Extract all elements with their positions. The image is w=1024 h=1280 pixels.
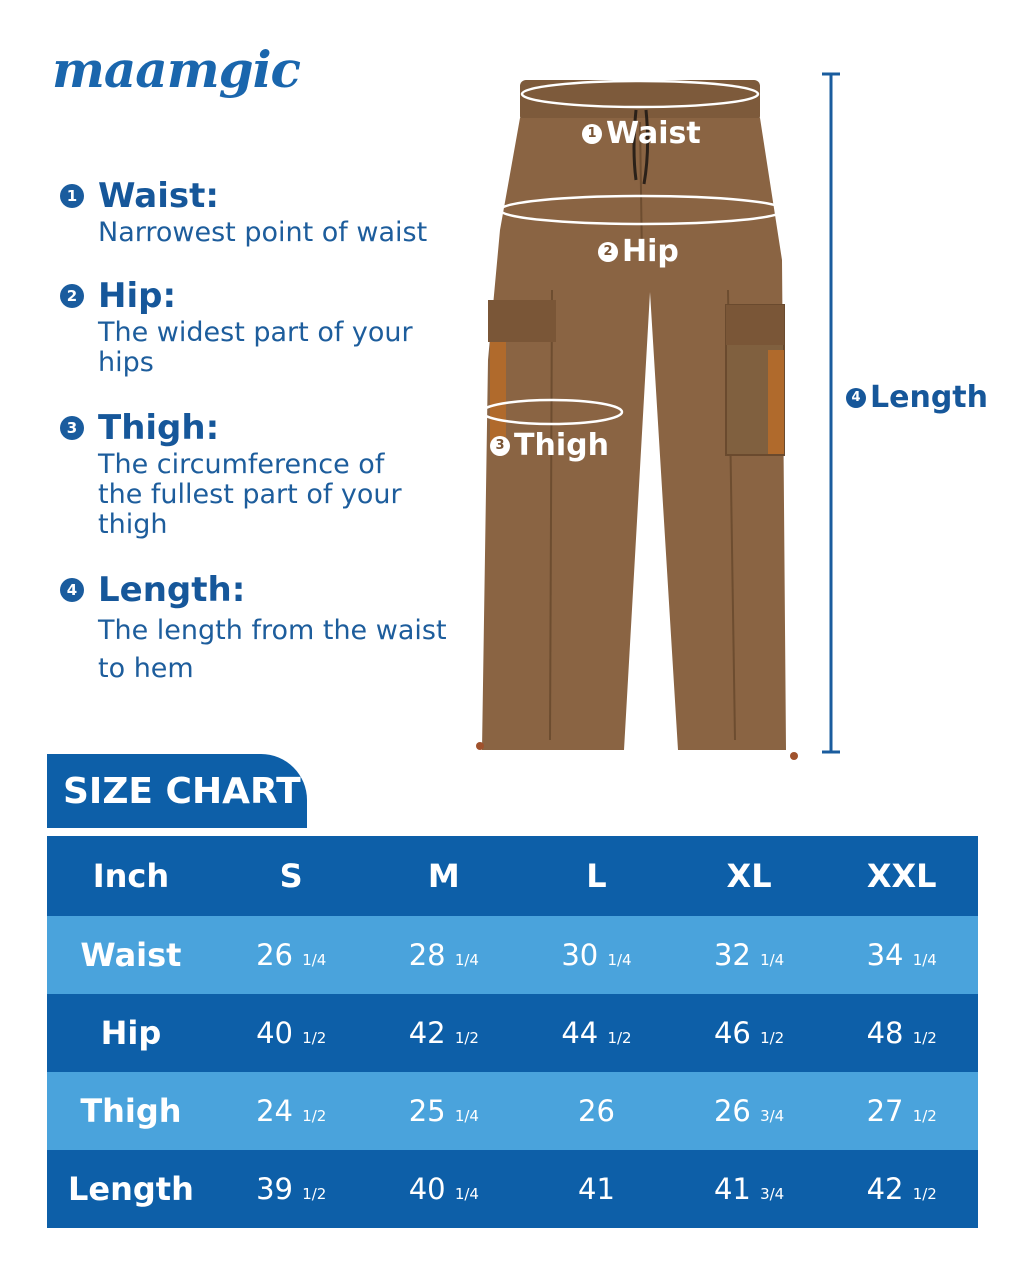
table-cell xyxy=(520,1094,673,1128)
value-whole: 42 xyxy=(866,1172,904,1206)
value-whole: 41 xyxy=(713,1172,751,1206)
pocket-flap xyxy=(726,305,784,345)
header-cell: XL xyxy=(726,857,772,895)
accent-strip-left xyxy=(490,342,506,442)
measure-title: Length: xyxy=(98,570,246,610)
table-cell xyxy=(520,1016,673,1050)
value-fraction: 1/2 xyxy=(302,1185,327,1203)
header-cell: S xyxy=(279,857,303,895)
value-fraction: 1/2 xyxy=(302,1107,327,1125)
length-ruler xyxy=(816,72,846,756)
hem-toggle xyxy=(790,752,798,760)
brand-logo: maamgic xyxy=(52,40,301,99)
value-fraction: 1/4 xyxy=(454,1107,479,1125)
table-cell xyxy=(673,1016,826,1050)
value-fraction: 1/2 xyxy=(607,1029,632,1047)
header-cell: XXL xyxy=(866,857,937,895)
measure-desc: The widest part of your hips xyxy=(98,317,413,378)
row-label: Waist xyxy=(80,936,182,974)
table-row xyxy=(47,994,978,1072)
table-cell xyxy=(215,1172,368,1206)
value-fraction: 3/4 xyxy=(760,1107,785,1125)
value-whole: 28 xyxy=(408,938,446,972)
table-cell xyxy=(520,1172,673,1206)
table-cell xyxy=(368,1016,521,1050)
header-cell: M xyxy=(427,857,460,895)
value-fraction: 1/4 xyxy=(760,951,785,969)
measure-desc: The length from the waist to hem xyxy=(98,615,447,684)
value-fraction: 1/2 xyxy=(302,1029,327,1047)
value-fraction: 1/2 xyxy=(760,1029,785,1047)
thigh-callout xyxy=(490,428,609,463)
header-cell: Inch xyxy=(92,857,170,895)
value-fraction: 1/4 xyxy=(302,951,327,969)
table-cell xyxy=(825,1094,978,1128)
value-fraction: 1/2 xyxy=(912,1029,937,1047)
value-whole: 26 xyxy=(578,1094,615,1128)
measure-waist xyxy=(60,176,480,248)
accent-strip-right xyxy=(768,350,784,454)
number-badge: 1 xyxy=(582,124,602,144)
table-row xyxy=(47,916,978,994)
number-badge: 3 xyxy=(60,416,84,440)
header-cell: L xyxy=(586,857,607,895)
hem-toggle xyxy=(476,742,484,750)
size-chart-title: SIZE CHART xyxy=(47,754,307,828)
table-cell xyxy=(368,1094,521,1128)
waist-callout xyxy=(582,116,701,151)
value-whole: 40 xyxy=(408,1172,446,1206)
measure-title: Waist: xyxy=(98,176,219,216)
table-cell xyxy=(673,938,826,972)
value-whole: 30 xyxy=(561,938,599,972)
value-whole: 48 xyxy=(866,1016,904,1050)
measure-desc: The circumference of the fullest part of your thigh xyxy=(98,449,402,540)
table-cell xyxy=(825,938,978,972)
measure-thigh xyxy=(60,408,480,540)
table-cell xyxy=(368,1172,521,1206)
callout-label: Length xyxy=(870,380,988,415)
number-badge: 3 xyxy=(490,436,510,456)
table-cell xyxy=(825,1172,978,1206)
row-label: Length xyxy=(68,1170,194,1208)
value-fraction: 1/2 xyxy=(912,1107,937,1125)
value-whole: 39 xyxy=(256,1172,293,1206)
number-badge: 1 xyxy=(60,184,84,208)
table-cell xyxy=(825,1016,978,1050)
cargo-pocket-left xyxy=(488,300,556,342)
measure-hip xyxy=(60,276,480,378)
table-cell xyxy=(215,1016,368,1050)
callout-label: Thigh xyxy=(514,428,609,463)
value-fraction: 1/4 xyxy=(454,951,479,969)
value-whole: 34 xyxy=(866,938,904,972)
value-whole: 40 xyxy=(256,1016,293,1050)
value-whole: 32 xyxy=(713,938,751,972)
table-cell xyxy=(673,1094,826,1128)
table-cell xyxy=(215,1094,368,1128)
measure-length xyxy=(60,570,480,688)
table-row xyxy=(47,1150,978,1228)
value-fraction: 1/2 xyxy=(912,1185,937,1203)
value-whole: 44 xyxy=(561,1016,599,1050)
value-whole: 42 xyxy=(408,1016,446,1050)
hip-callout xyxy=(598,234,679,269)
value-whole: 25 xyxy=(408,1094,446,1128)
table-header-row xyxy=(47,836,978,916)
measure-title: Hip: xyxy=(98,276,177,316)
table-cell xyxy=(673,1172,826,1206)
length-callout xyxy=(846,380,988,415)
value-fraction: 1/2 xyxy=(454,1029,479,1047)
measure-title: Thigh: xyxy=(98,408,220,448)
callout-label: Waist xyxy=(606,116,701,151)
value-whole: 24 xyxy=(256,1094,293,1128)
size-chart-table xyxy=(47,836,978,1228)
number-badge: 2 xyxy=(598,242,618,262)
value-whole: 41 xyxy=(578,1172,615,1206)
callout-label: Hip xyxy=(622,234,679,269)
number-badge: 4 xyxy=(846,388,866,408)
table-cell xyxy=(215,938,368,972)
number-badge: 2 xyxy=(60,284,84,308)
value-fraction: 1/4 xyxy=(912,951,937,969)
value-whole: 26 xyxy=(256,938,293,972)
row-label: Hip xyxy=(100,1014,162,1052)
value-fraction: 3/4 xyxy=(760,1185,785,1203)
table-row xyxy=(47,1072,978,1150)
value-whole: 46 xyxy=(713,1016,751,1050)
value-whole: 27 xyxy=(866,1094,904,1128)
number-badge: 4 xyxy=(60,578,84,602)
value-fraction: 1/4 xyxy=(607,951,632,969)
value-whole: 26 xyxy=(713,1094,751,1128)
table-cell xyxy=(520,938,673,972)
row-label: Thigh xyxy=(80,1092,182,1130)
measure-desc: Narrowest point of waist xyxy=(98,217,428,248)
table-cell xyxy=(368,938,521,972)
value-fraction: 1/4 xyxy=(454,1185,479,1203)
